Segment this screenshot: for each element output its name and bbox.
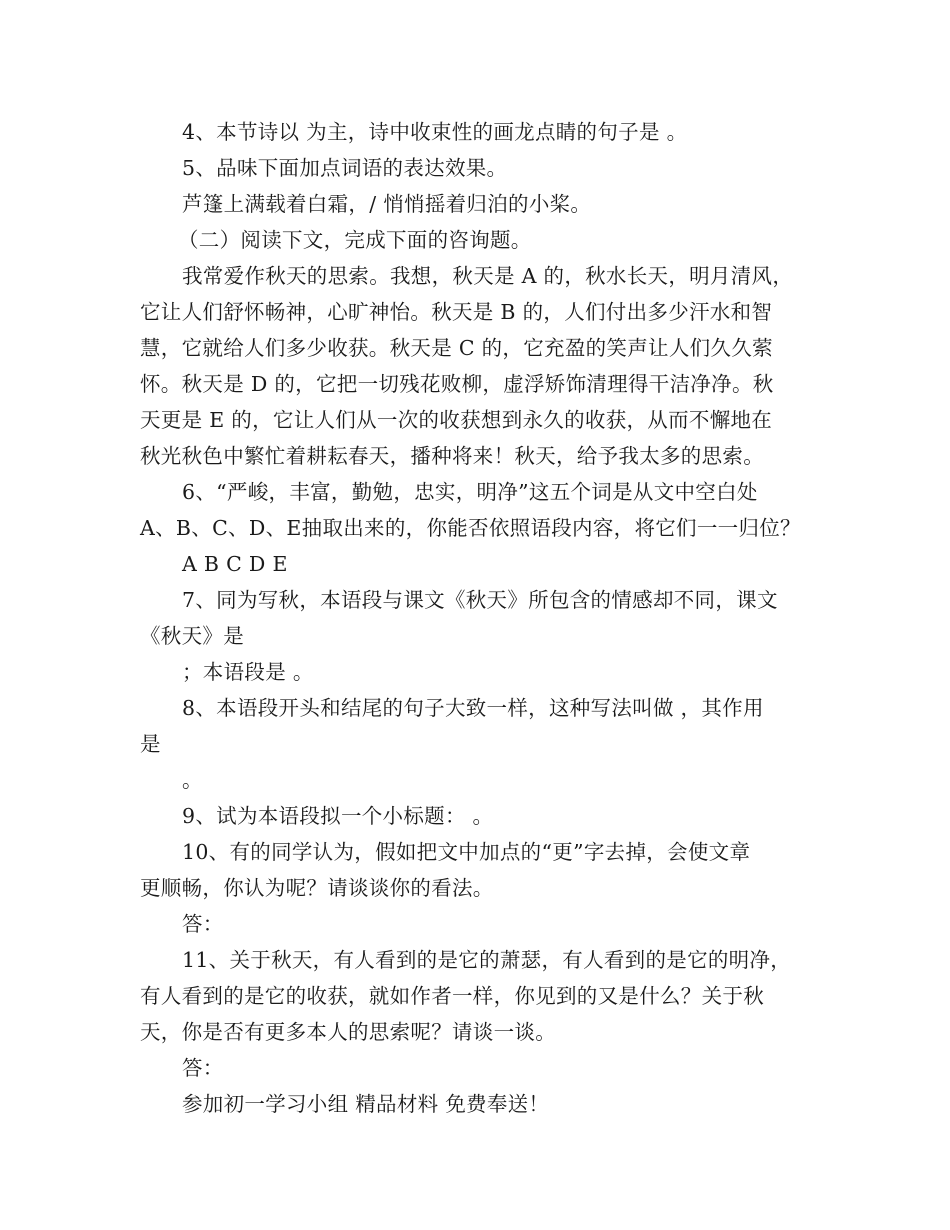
question-8: 8、本语段开头和结尾的句子大致一样，这种写法叫做 ，其作用 [182, 696, 764, 720]
passage-line: 天更是 E 的，它让人们从一次的收获想到永久的收获，从而不懈地在 [140, 408, 773, 432]
answer-slots: A B C D E [182, 552, 288, 576]
answer-label: 答： [182, 912, 224, 936]
passage-line: 我常爱作秋天的思索。我想，秋天是 A 的，秋水长天，明月清风， [182, 264, 794, 288]
question-6: 6、“严峻，丰富，勤勉，忠实，明净”这五个词是从文中空白处 [182, 480, 758, 504]
question-9: 9、试为本语段拟一个小标题： 。 [182, 804, 494, 828]
section-heading: （二）阅读下文，完成下面的咨询题。 [178, 228, 532, 252]
answer-label: 答： [182, 1056, 224, 1080]
question-4: 4、本节诗以 为主，诗中收束性的画龙点睛的句子是 。 [182, 120, 688, 144]
question-7-cont: 《秋天》是 [140, 624, 244, 648]
question-8-cont: 是 [140, 732, 161, 756]
passage-line: 怀。秋天是 D 的，它把一切残花败柳，虚浮矫饰清理得干洁净净。秋 [140, 372, 774, 396]
document-page [140, 114, 820, 1122]
question-7: 7、同为写秋，本语段与课文《秋天》所包含的情感却不同，课文 [182, 588, 778, 612]
question-10-cont: 更顺畅，你认为呢？请谈谈你的看法。 [140, 876, 494, 900]
question-10: 10、有的同学认为，假如把文中加点的“更”字去掉，会使文章 [182, 840, 751, 864]
passage-line: 秋光秋色中繁忙着耕耘春天，播种将来！秋天，给予我太多的思索。 [140, 444, 764, 468]
poem-quote: 芦篷上满载着白霜，/ 悄悄摇着归泊的小桨。 [182, 192, 592, 216]
question-5: 5、品味下面加点词语的表达效果。 [182, 156, 508, 180]
question-8-cont: 。 [182, 768, 203, 792]
footer-promo: 参加初一学习小组 精品材料 免费奉送！ [182, 1092, 550, 1116]
question-7-cont: ；本语段是 。 [182, 660, 314, 684]
question-11-cont: 有人看到的是它的收获，就如作者一样，你见到的又是什么？关于秋 [140, 984, 764, 1008]
passage-line: 它让人们舒怀畅神，心旷神怡。秋天是 B 的，人们付出多少汗水和智 [140, 300, 773, 324]
question-6-cont: A、B、C、D、E抽取出来的，你能否依照语段内容，将它们一一归位？ [140, 516, 801, 540]
question-11-cont: 天，你是否有更多本人的思索呢？请谈一谈。 [140, 1020, 556, 1044]
question-11: 11、关于秋天，有人看到的是它的萧瑟，有人看到的是它的明净， [182, 948, 792, 972]
passage-line: 慧，它就给人们多少收获。秋天是 C 的，它充盈的笑声让人们久久萦 [140, 336, 773, 360]
